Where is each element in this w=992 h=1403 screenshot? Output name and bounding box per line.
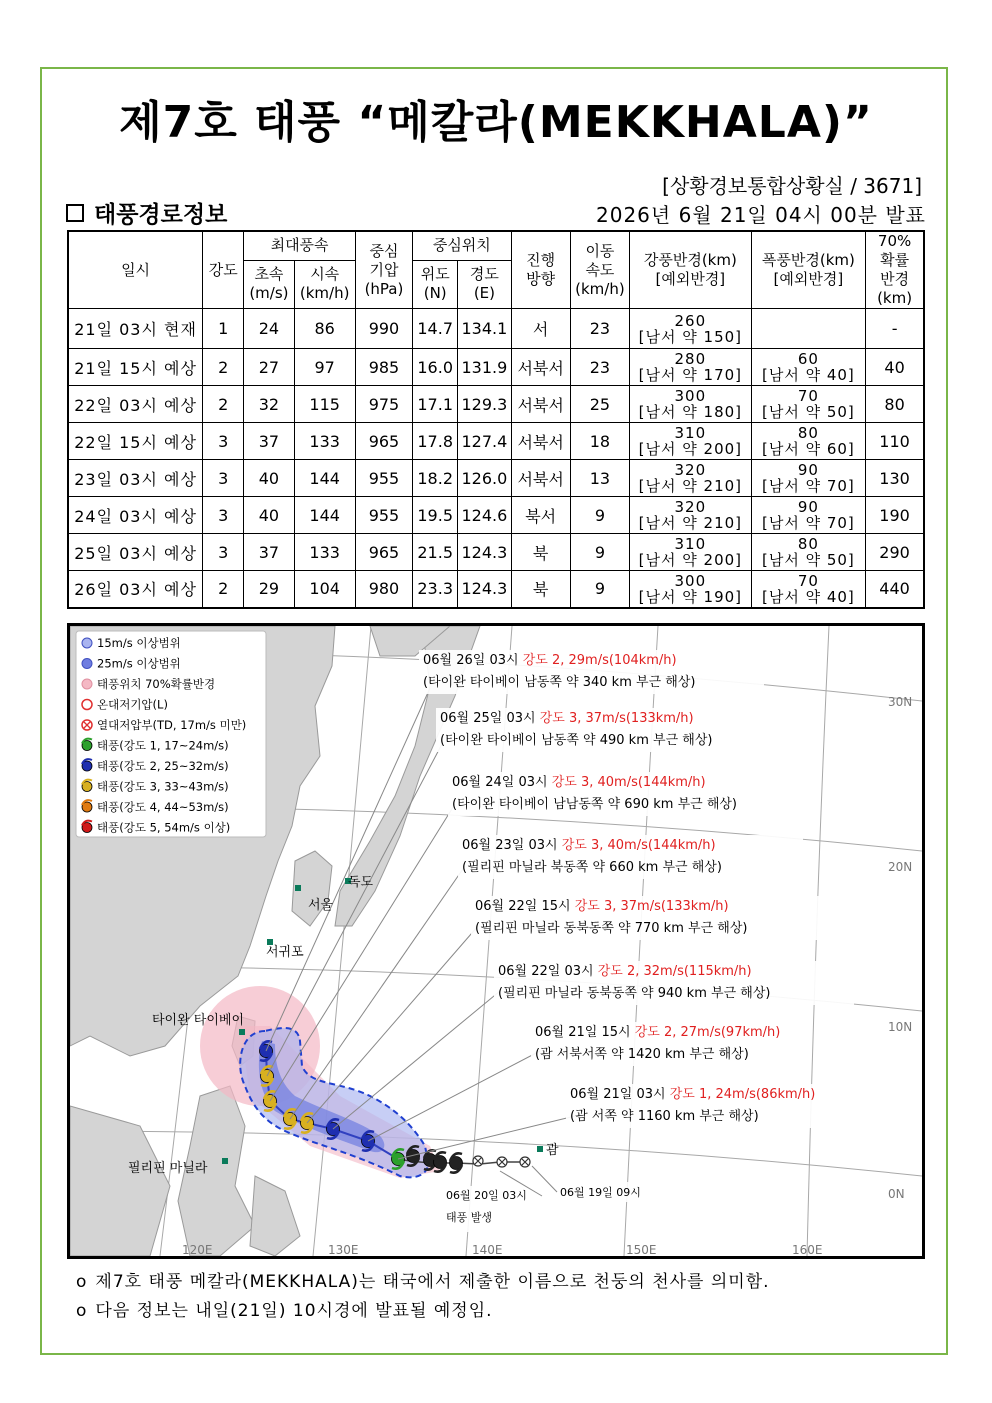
cell-dir: 서북서 xyxy=(511,386,570,423)
legend-swatch-icon xyxy=(82,679,92,689)
cell-lon: 124.3 xyxy=(458,534,511,571)
legend-label: 태풍(강도 3, 33~43m/s) xyxy=(97,779,229,794)
cell-hpa: 965 xyxy=(355,423,412,460)
legend-item xyxy=(82,800,229,814)
annotation-location: (필리핀 마닐라 동북동쪽 약 940 km 부근 해상) xyxy=(498,986,771,1001)
cell-gale-radius: 90 [남서 약 70] xyxy=(751,460,866,497)
legend-item xyxy=(82,821,230,835)
cell-prob: - xyxy=(866,309,924,349)
cell-ms: 40 xyxy=(244,460,294,497)
annotation-location: (필리핀 마닐라 동북동쪽 약 770 km 부근 해상) xyxy=(475,921,748,936)
longitude-label: 140E xyxy=(472,1243,503,1256)
place-label: 서울 xyxy=(308,898,334,913)
place-label: 독도 xyxy=(348,875,374,890)
cell-lat: 17.8 xyxy=(413,423,458,460)
annotation-intensity: 강도 3, 37m/s(133km/h) xyxy=(574,899,729,914)
header-wind-kmh: 시속 (km/h) xyxy=(294,260,355,308)
cell-dt: 23일 03시 예상 xyxy=(68,460,203,497)
annotation-intensity: 강도 2, 32m/s(115km/h) xyxy=(597,964,752,979)
forecast-annotation xyxy=(494,961,854,1005)
place-label: 괌 xyxy=(546,1143,559,1158)
annotation-date: 06월 25일 03시 xyxy=(440,711,540,726)
legend-item xyxy=(82,677,215,691)
cell-hpa: 990 xyxy=(355,309,412,349)
longitude-label: 120E xyxy=(182,1243,213,1256)
cell-gale-radius: 80 [남서 약 60] xyxy=(751,423,866,460)
legend-swatch-icon xyxy=(82,659,92,669)
cell-hpa: 955 xyxy=(355,460,412,497)
cell-lon: 126.0 xyxy=(458,460,511,497)
annotation-time xyxy=(570,1086,815,1102)
cell-ms: 24 xyxy=(244,309,294,349)
map-legend xyxy=(76,631,266,837)
cell-ms: 29 xyxy=(244,571,294,608)
cell-lat: 16.0 xyxy=(413,349,458,386)
cell-hpa: 975 xyxy=(355,386,412,423)
forecast-annotation xyxy=(458,835,803,879)
checkbox-icon xyxy=(66,204,84,222)
cell-spd: 25 xyxy=(570,386,629,423)
section-title: 태풍경로정보 xyxy=(94,202,228,228)
annotation-location: (필리핀 마닐라 북동쪽 약 660 km 부근 해상) xyxy=(462,860,722,875)
annotation-location: (타이완 타이베이 남남동쪽 약 690 km 부근 해상) xyxy=(452,797,738,812)
annotation-date: 06월 22일 15시 xyxy=(475,899,575,914)
legend-label: 온대저기압(L) xyxy=(97,697,168,712)
header-speed: 이동 속도 (km/h) xyxy=(570,231,629,309)
cell-dir: 북서 xyxy=(511,497,570,534)
header-lon: 경도 (E) xyxy=(458,260,511,308)
longitude-label: 130E xyxy=(328,1243,359,1256)
latitude-label: 20N xyxy=(888,860,913,874)
cell-int: 3 xyxy=(203,497,244,534)
cell-lon: 124.3 xyxy=(458,571,511,608)
cell-lon: 129.3 xyxy=(458,386,511,423)
cell-int: 2 xyxy=(203,571,244,608)
cell-kmh: 97 xyxy=(294,349,355,386)
section-header xyxy=(66,196,227,229)
legend-label: 태풍(강도 1, 17~24m/s) xyxy=(97,738,229,753)
header-lat: 위도 (N) xyxy=(413,260,458,308)
header-direction: 진행 방향 xyxy=(511,231,570,309)
tropical-depression-icon xyxy=(497,1157,507,1167)
cell-hpa: 955 xyxy=(355,497,412,534)
table-row xyxy=(68,534,924,571)
legend-label: 태풍(강도 4, 44~53m/s) xyxy=(97,800,229,814)
cell-storm-radius: 260 [남서 약 150] xyxy=(630,309,752,349)
cell-int: 3 xyxy=(203,460,244,497)
track-map xyxy=(67,623,925,1259)
table-row xyxy=(68,309,924,349)
annotation-intensity: 강도 2, 27m/s(97km/h) xyxy=(634,1025,781,1040)
cell-hpa: 980 xyxy=(355,571,412,608)
legend-item xyxy=(82,636,181,650)
cell-storm-radius: 310 [남서 약 200] xyxy=(630,534,752,571)
cell-int: 1 xyxy=(203,309,244,349)
cell-lat: 18.2 xyxy=(413,460,458,497)
legend-item xyxy=(82,780,229,794)
low-pressure-icon xyxy=(82,700,92,710)
cell-prob: 440 xyxy=(866,571,924,608)
cell-storm-radius: 320 [남서 약 210] xyxy=(630,460,752,497)
cell-lon: 134.1 xyxy=(458,309,511,349)
cell-lat: 19.5 xyxy=(413,497,458,534)
legend-label: 태풍(강도 5, 54m/s 이상) xyxy=(97,820,231,835)
cell-dir: 북 xyxy=(511,534,570,571)
cell-storm-radius: 300 [남서 약 190] xyxy=(630,571,752,608)
cell-dt: 22일 15시 예상 xyxy=(68,423,203,460)
forecast-annotation xyxy=(531,1022,791,1066)
cell-prob: 40 xyxy=(866,349,924,386)
annotation-intensity: 강도 3, 40m/s(144km/h) xyxy=(551,775,706,790)
header-center: 중심위치 xyxy=(413,231,511,260)
cell-storm-radius: 320 [남서 약 210] xyxy=(630,497,752,534)
place-marker-icon xyxy=(222,1158,228,1164)
header-pressure: 중심 기압 (hPa) xyxy=(355,231,412,309)
cell-ms: 40 xyxy=(244,497,294,534)
latitude-label: 30N xyxy=(888,695,913,709)
cell-spd: 23 xyxy=(570,349,629,386)
cell-dir: 서북서 xyxy=(511,460,570,497)
cell-lon: 124.6 xyxy=(458,497,511,534)
cell-prob: 110 xyxy=(866,423,924,460)
legend-item xyxy=(82,718,246,732)
header-wind-ms: 초속 (m/s) xyxy=(244,260,294,308)
annotation-location: (괌 서북서쪽 약 1420 km 부근 해상) xyxy=(535,1047,749,1062)
annotation-date: 06월 21일 03시 xyxy=(570,1087,670,1102)
cell-gale-radius: 70 [남서 약 40] xyxy=(751,571,866,608)
cell-dt: 25일 03시 예상 xyxy=(68,534,203,571)
cell-gale-radius: 60 [남서 약 40] xyxy=(751,349,866,386)
cell-spd: 18 xyxy=(570,423,629,460)
cell-ms: 32 xyxy=(244,386,294,423)
forecast-annotation xyxy=(566,1084,861,1128)
cell-spd: 9 xyxy=(570,571,629,608)
cell-spd: 9 xyxy=(570,534,629,571)
department-label: [상황경보통합상황실 / 3671] xyxy=(662,174,922,198)
legend-item xyxy=(82,657,181,671)
annotation-time xyxy=(475,898,729,914)
cell-kmh: 144 xyxy=(294,460,355,497)
header-max-wind: 최대풍속 xyxy=(244,231,356,260)
header-prob-radius: 70% 확률 반경 (km) xyxy=(866,231,924,309)
cell-kmh: 115 xyxy=(294,386,355,423)
header-gale-radius: 폭풍반경(km) [예외반경] xyxy=(751,231,866,309)
table-row xyxy=(68,571,924,608)
cell-spd: 23 xyxy=(570,309,629,349)
longitude-label: 160E xyxy=(792,1243,823,1256)
cell-dt: 21일 03시 현재 xyxy=(68,309,203,349)
table-row xyxy=(68,386,924,423)
cell-kmh: 144 xyxy=(294,497,355,534)
annotation-time xyxy=(535,1024,780,1040)
place-label: 필리핀 마닐라 xyxy=(128,1161,208,1176)
cell-spd: 9 xyxy=(570,497,629,534)
table-row xyxy=(68,423,924,460)
cell-lon: 127.4 xyxy=(458,423,511,460)
legend-item xyxy=(82,739,229,753)
annotation-time xyxy=(440,710,694,726)
cell-int: 3 xyxy=(203,534,244,571)
tropical-depression-icon xyxy=(520,1157,530,1167)
header-datetime: 일시 xyxy=(68,231,203,309)
place-marker-icon xyxy=(239,1029,245,1035)
cell-dt: 26일 03시 예상 xyxy=(68,571,203,608)
place-label: 타이완 타이베이 xyxy=(152,1013,245,1028)
legend-label: 15m/s 이상범위 xyxy=(97,636,181,650)
cell-kmh: 86 xyxy=(294,309,355,349)
track-table xyxy=(67,230,925,609)
note-item: o 다음 정보는 내일(21일) 10시경에 발표될 예정임. xyxy=(76,1301,493,1321)
issued-time: 2026년 6월 21일 04시 00분 발표 xyxy=(596,203,926,227)
legend-label: 태풍(강도 2, 25~32m/s) xyxy=(97,759,229,773)
cell-kmh: 133 xyxy=(294,534,355,571)
cell-kmh: 104 xyxy=(294,571,355,608)
annotation-intensity: 강도 1, 24m/s(86km/h) xyxy=(669,1087,816,1102)
forecast-annotation xyxy=(471,896,831,940)
place-marker-icon xyxy=(295,885,301,891)
cell-dt: 22일 03시 예상 xyxy=(68,386,203,423)
table-row xyxy=(68,460,924,497)
cell-storm-radius: 310 [남서 약 200] xyxy=(630,423,752,460)
annotation-time xyxy=(498,963,752,979)
annotation-intensity: 강도 3, 40m/s(144km/h) xyxy=(561,838,716,853)
tropical-depression-icon xyxy=(473,1156,483,1166)
forecast-annotation xyxy=(419,650,764,694)
cell-prob: 190 xyxy=(866,497,924,534)
annotation-time xyxy=(452,774,706,790)
legend-label: 열대저압부(TD, 17m/s 미만) xyxy=(97,718,247,732)
legend-swatch-icon xyxy=(82,638,92,648)
annotation-date: 06월 21일 15시 xyxy=(535,1025,635,1040)
cell-dir: 서북서 xyxy=(511,349,570,386)
cell-ms: 27 xyxy=(244,349,294,386)
cell-lat: 17.1 xyxy=(413,386,458,423)
td-label-text: 06월 19일 09시 xyxy=(560,1186,641,1199)
place-marker-icon xyxy=(537,1146,543,1152)
cell-int: 3 xyxy=(203,423,244,460)
annotation-date: 06월 26일 03시 xyxy=(423,653,523,668)
cell-kmh: 133 xyxy=(294,423,355,460)
cell-storm-radius: 280 [남서 약 170] xyxy=(630,349,752,386)
cell-dir: 서북서 xyxy=(511,423,570,460)
annotation-location: (타이완 타이베이 남동쪽 약 340 km 부근 해상) xyxy=(423,675,696,690)
cell-int: 2 xyxy=(203,349,244,386)
annotation-date: 06월 22일 03시 xyxy=(498,964,598,979)
annotation-date: 06월 23일 03시 xyxy=(462,838,562,853)
header-intensity: 강도 xyxy=(203,231,244,309)
cell-lon: 131.9 xyxy=(458,349,511,386)
genesis-time: 06월 20일 03시 xyxy=(446,1189,527,1202)
note-item: o 제7호 태풍 메칼라(MEKKHALA)는 태국에서 제출한 이름으로 천둥의 천사를 의미함. xyxy=(76,1272,770,1292)
annotation-location: (타이완 타이베이 남동쪽 약 490 km 부근 해상) xyxy=(440,733,713,748)
forecast-annotation xyxy=(436,708,781,752)
header-storm-radius: 강풍반경(km) [예외반경] xyxy=(630,231,752,309)
cell-lat: 21.5 xyxy=(413,534,458,571)
legend-label: 25m/s 이상범위 xyxy=(97,656,181,671)
annotation-time xyxy=(462,837,716,853)
cell-dt: 24일 03시 예상 xyxy=(68,497,203,534)
annotation-date: 06월 24일 03시 xyxy=(452,775,552,790)
longitude-label: 150E xyxy=(626,1243,657,1256)
notes xyxy=(76,1268,770,1326)
genesis-text: 태풍 발생 xyxy=(446,1211,493,1224)
cell-dir: 북 xyxy=(511,571,570,608)
annotation-location: (괌 서쪽 약 1160 km 부근 해상) xyxy=(570,1109,759,1124)
cell-gale-radius: 70 [남서 약 50] xyxy=(751,386,866,423)
td-label xyxy=(556,1182,652,1202)
cell-dt: 21일 15시 예상 xyxy=(68,349,203,386)
annotation-intensity: 강도 3, 37m/s(133km/h) xyxy=(539,711,694,726)
cell-ms: 37 xyxy=(244,423,294,460)
annotation-intensity: 강도 2, 29m/s(104km/h) xyxy=(522,653,677,668)
table-row xyxy=(68,349,924,386)
cell-gale-radius: 90 [남서 약 70] xyxy=(751,497,866,534)
latitude-label: 0N xyxy=(888,1187,905,1201)
cell-spd: 13 xyxy=(570,460,629,497)
cell-hpa: 985 xyxy=(355,349,412,386)
cell-prob: 80 xyxy=(866,386,924,423)
cell-ms: 37 xyxy=(244,534,294,571)
cell-int: 2 xyxy=(203,386,244,423)
genesis-label xyxy=(442,1186,542,1232)
cell-gale-radius xyxy=(751,309,866,349)
table-row xyxy=(68,497,924,534)
cell-lat: 23.3 xyxy=(413,571,458,608)
cell-gale-radius: 80 [남서 약 50] xyxy=(751,534,866,571)
cell-dir: 서 xyxy=(511,309,570,349)
cell-lat: 14.7 xyxy=(413,309,458,349)
annotation-time xyxy=(423,652,677,668)
legend-label: 태풍위치 70%확률반경 xyxy=(97,677,216,691)
cell-prob: 130 xyxy=(866,460,924,497)
track-map-svg xyxy=(70,626,922,1256)
cell-hpa: 965 xyxy=(355,534,412,571)
legend-item xyxy=(82,759,229,773)
place-label: 서귀포 xyxy=(266,945,304,960)
latitude-label: 10N xyxy=(888,1020,913,1034)
cell-storm-radius: 300 [남서 약 180] xyxy=(630,386,752,423)
cell-prob: 290 xyxy=(866,534,924,571)
forecast-annotation xyxy=(448,772,808,816)
page-title: 제7호 태풍 “메칼라(MEKKHALA)” xyxy=(119,97,873,148)
